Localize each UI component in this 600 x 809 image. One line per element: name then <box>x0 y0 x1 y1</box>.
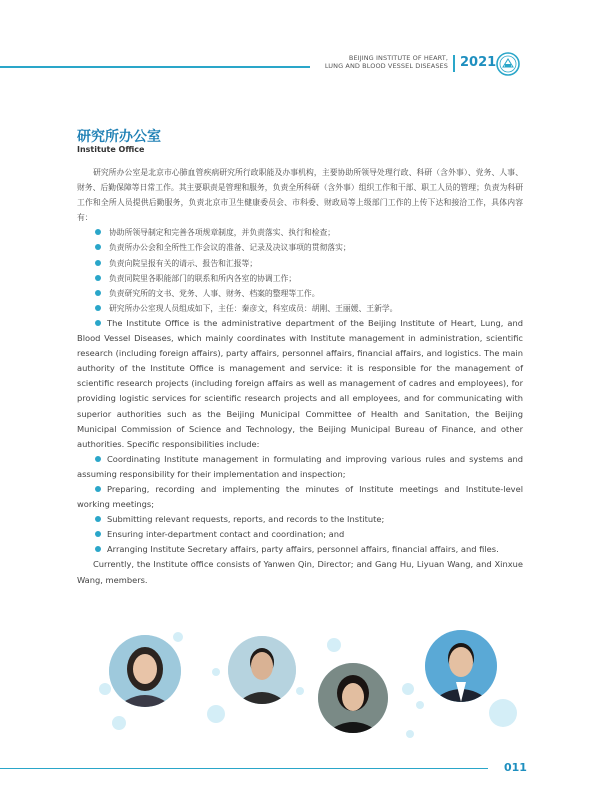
person-portrait-icon <box>228 636 296 704</box>
bullet-dot-icon <box>95 456 101 462</box>
decor-circle <box>402 683 414 695</box>
person-portrait-icon <box>425 630 497 702</box>
zh-bullet-item: 协助所领导制定和完善各项规章制度，并负责落实、执行和检查； <box>77 225 523 240</box>
decor-circle <box>406 730 414 738</box>
zh-bullet-item: 研究所办公室现人员组成如下，主任：秦彦文，科室成员：胡刚、王丽媛、王新学。 <box>77 301 523 316</box>
zh-bullet-item: 负责向院呈报有关的请示、报告和汇报等； <box>77 256 523 271</box>
zh-bullet-item: 负责研究所的文书、党务、人事、财务、档案的整理等工作。 <box>77 286 523 301</box>
decor-circle <box>327 638 341 652</box>
portrait-photo <box>318 663 388 733</box>
en-bullet-item: Preparing, recording and implementing the minutes of Institute meetings and Institute-level working meetings; <box>77 483 523 510</box>
institute-seal-icon <box>496 52 520 76</box>
section-title-zh: 研究所办公室 <box>77 129 161 145</box>
bullet-dot-icon <box>95 305 101 311</box>
section-title-en: Institute Office <box>77 145 145 154</box>
bullet-dot-icon <box>95 260 101 266</box>
report-year: 2021 <box>460 55 497 70</box>
decor-circle <box>489 699 517 727</box>
bullet-dot-icon <box>95 275 101 281</box>
footer-rule <box>0 768 488 769</box>
en-bullet-item: Coordinating Institute management in formulating and improving various rules and systems and assuming responsibility for their implementation and inspection; <box>77 453 523 479</box>
institute-name-line1: BEIJING INSTITUTE OF HEART, <box>348 54 448 62</box>
zh-bullet-item: 负责所办公会和全所性工作会议的准备、记录及决议事项的贯彻落实； <box>77 240 523 255</box>
bullet-dot-icon <box>95 486 101 492</box>
decor-circle <box>416 701 424 709</box>
bullet-dot-icon <box>95 320 101 326</box>
en-bullet-item: Submitting relevant requests, reports, and records to the Institute; <box>77 512 523 527</box>
header-separator <box>453 55 455 72</box>
decor-circle <box>99 683 111 695</box>
en-bullet-item: Arranging Institute Secretary affairs, party affairs, personnel affairs, financial affairs, and files. <box>77 542 523 557</box>
decor-circle <box>212 668 220 676</box>
decor-circle <box>173 632 183 642</box>
institute-name <box>318 54 448 70</box>
header-rule <box>0 66 310 68</box>
institute-name-line2: LUNG AND BLOOD VESSEL DISEASES <box>324 62 448 70</box>
person-portrait-icon <box>318 663 388 733</box>
en-closing-paragraph: Currently, the Institute office consists of Yanwen Qin, Director; and Gang Hu, Liyuan Wang, and Xinxue Wang, members. <box>77 559 523 585</box>
zh-bullet-item: 负责同院里各职能部门的联系和所内各室的协调工作； <box>77 271 523 286</box>
zh-intro-paragraph: 研究所办公室是北京市心肺血管疾病研究所行政职能及办事机构，主要协助所领导处理行政、科研（含外事）、党务、人事、财务、后勤保障等日常工作。其主要职责是管理和服务，负责全所科研（含外事）组织工作和干部、职工人员的管理；负责为科研工作和全所人员提供后勤服务，负责北京市卫生健康委员会、市科委、财政局等上级部门工作的上传下达和接洽工作，具体内容有： <box>77 168 523 223</box>
decor-circle <box>296 687 304 695</box>
portrait-photo <box>425 630 497 702</box>
en-intro-paragraph: The Institute Office is the administrative department of the Beijing Institute of Heart, Lung, and Blood Vessel Diseases, which mainly coordinates with Institute management in administration, scientific research (including foreign affairs), party affairs, personnel affairs, financial affairs, and logistics. The main authority of the Institute Office is management and service: it is responsible for the management of scientific research projects (including foreign affairs as well as management of cadres and employees), for providing logistic services for scientific research projects and all employees, and for communicating with superior authorities such as the Beijing Municipal Committee of Health and Sanitation, the Beijing Municipal Commission of Science and Technology, the Beijing Municipal Bureau of Finance, and other authorities. Specific responsibilities include: <box>77 317 523 449</box>
page-number: 011 <box>504 761 527 774</box>
person-portrait-icon <box>109 635 181 707</box>
body-text <box>77 165 523 588</box>
en-bullet-item: Ensuring inter-department contact and coordination; and <box>77 527 523 542</box>
decor-circle <box>207 705 225 723</box>
portrait-photo <box>228 636 296 704</box>
decor-circle <box>112 716 126 730</box>
portrait-photo <box>109 635 181 707</box>
bullet-dot-icon <box>95 290 101 296</box>
